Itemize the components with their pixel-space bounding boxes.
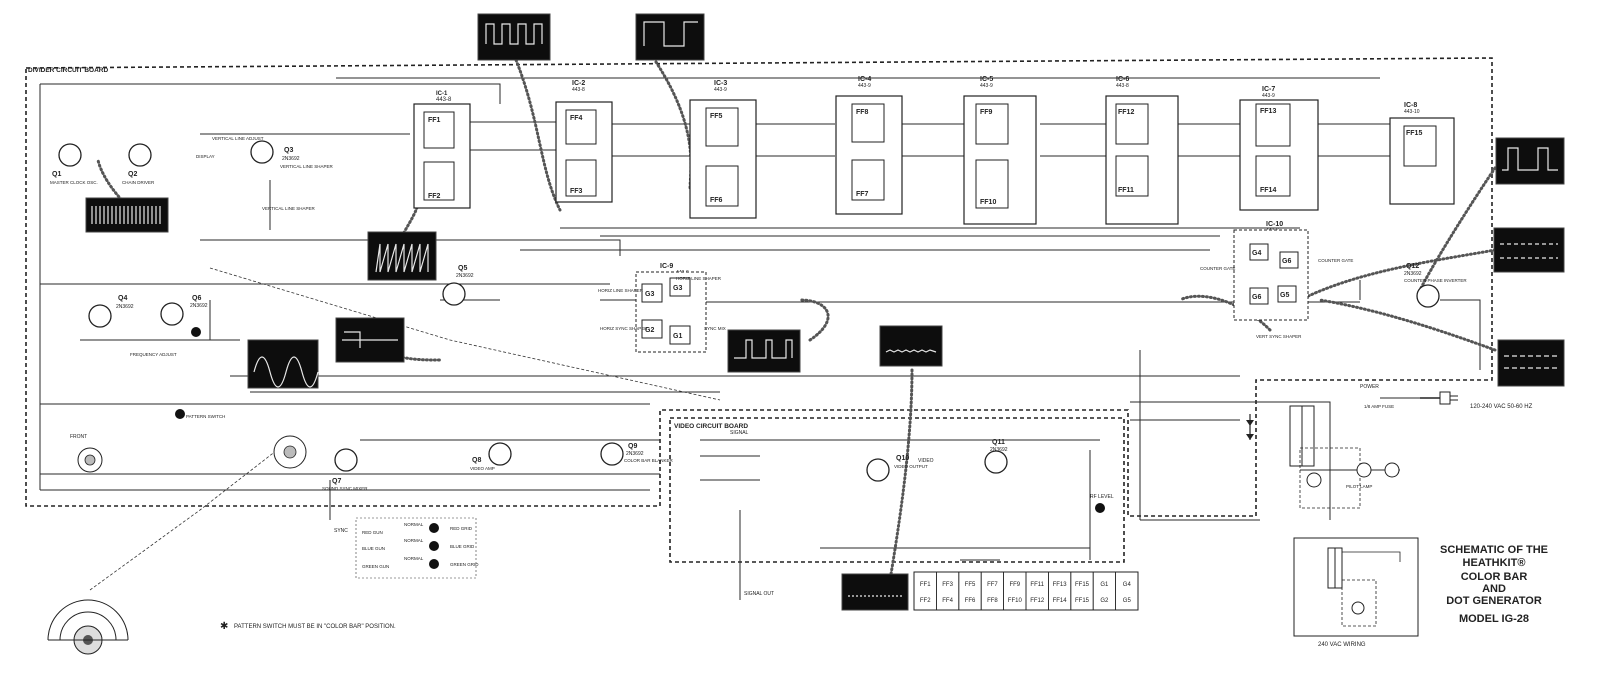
ic9-gate-2: G3: [673, 285, 683, 292]
label-mains: 120-240 VAC 50-60 HZ: [1470, 404, 1533, 410]
ic5-name: IC-5: [980, 76, 994, 83]
title-line5: DOT GENERATOR: [1446, 595, 1542, 607]
scope-right-1: [1496, 138, 1564, 184]
q11-part: 2N3692: [990, 447, 1008, 453]
label-240-wiring: 240 VAC WIRING: [1318, 642, 1366, 648]
transistor-q3: [251, 141, 334, 169]
label-display: DISPLAY: [196, 154, 215, 159]
ic5: [964, 76, 1036, 224]
video-board-label: VIDEO CIRCUIT BOARD: [674, 423, 749, 430]
footnote: PATTERN SWITCH MUST BE IN "COLOR BAR" POSITION.: [234, 624, 396, 630]
ic7-part: 443-9: [1262, 93, 1275, 99]
ic3-part: 443-9: [714, 87, 727, 93]
ff-table-top-label: FF11: [1030, 582, 1044, 588]
ff-table-bottom-label: FF8: [987, 598, 998, 604]
ic9-name: IC-9: [660, 263, 674, 270]
ff-table-bottom-label: FF2: [919, 598, 931, 604]
gun-blue-sw: NORMAL: [404, 538, 424, 543]
ff-table-top-label: G1: [1100, 582, 1109, 588]
q3-name: Q3: [284, 147, 294, 154]
ic3-ff-b: FF6: [710, 197, 723, 204]
q6-part: 2N3692: [190, 303, 208, 309]
label-frequency-adjust: FREQUENCY ADJUST: [130, 352, 177, 357]
ic2-part: 443-8: [572, 87, 585, 93]
ic7-name: IC-7: [1262, 86, 1276, 93]
q9-desc: COLOR BAR BLANKER: [624, 458, 673, 463]
ic10-gate-3: G6: [1252, 294, 1262, 301]
label-vert-sync-shaper: VERT SYNC SHAPER: [1256, 334, 1302, 339]
scope-panels: [86, 14, 1564, 610]
gun-green-name: GREEN GUN: [362, 564, 390, 569]
label-sync: SYNC: [334, 528, 348, 534]
scope-right-3: [1498, 340, 1564, 386]
gun-blue-out: BLUE GRID: [450, 544, 475, 549]
label-horiz-sync-shaper: HORIZ SYNC SHAPER: [600, 326, 648, 331]
label-pilot-lamp: PILOT LAMP: [1346, 484, 1373, 489]
scope-left-4: [248, 340, 318, 388]
q5-part: 2N3692: [456, 273, 474, 279]
transistor-q2: [122, 144, 155, 185]
chroma-marker: [191, 327, 201, 337]
ic4-ff-a: FF8: [856, 109, 869, 116]
ff-table-bottom-label: FF12: [1030, 598, 1045, 604]
q11-name: Q11: [992, 439, 1005, 446]
scope-top-2: [636, 14, 704, 60]
ic9: [598, 263, 726, 352]
q10-desc: VIDEO OUTPUT: [894, 464, 928, 469]
ic1-name: IC-1: [436, 91, 448, 97]
transistor-q5: [443, 265, 474, 305]
q1-desc: MASTER CLOCK OSC.: [50, 180, 98, 185]
ff-table-top-label: FF9: [1009, 582, 1021, 588]
gun-red-sw: NORMAL: [404, 522, 424, 527]
switch-link-2: [90, 440, 290, 590]
ic2-ff-a: FF4: [570, 115, 583, 122]
ic1-part: 443-8: [436, 97, 452, 103]
transistor-q6: [161, 295, 208, 325]
ic3-name: IC-3: [714, 80, 728, 87]
q10-name: Q10: [896, 455, 910, 462]
ic8-ff-a: FF15: [1406, 130, 1423, 137]
q9-name: Q9: [628, 443, 638, 450]
ic7-ff-a: FF13: [1260, 108, 1277, 115]
ic10-gate-1: G4: [1252, 250, 1262, 257]
ff-table-bottom-label: FF6: [964, 598, 976, 604]
transistor-q7: [322, 449, 368, 491]
q2-desc: CHAIN DRIVER: [122, 180, 155, 185]
ic6: [1106, 76, 1178, 224]
label-front: FRONT: [70, 434, 88, 440]
ff-table-top-label: FF13: [1052, 582, 1067, 588]
pattern-marker: [175, 409, 185, 419]
transistor-q4: [89, 295, 134, 327]
scope-left-2: [368, 232, 436, 280]
ff-table-bottom-label: G5: [1122, 598, 1131, 604]
scope-top-1: [478, 14, 550, 60]
ff-table-bottom-label: FF14: [1052, 598, 1067, 604]
ic5-ff-a: FF9: [980, 109, 993, 116]
ic1-ff-b: FF2: [428, 193, 441, 200]
ic4-name: IC-4: [858, 76, 872, 83]
ic2-name: IC-2: [572, 80, 586, 87]
q9-part: 2N3692: [626, 451, 644, 457]
ic6-ff-b: FF11: [1118, 187, 1134, 194]
transistor-q9: [601, 443, 674, 465]
title-block: [1440, 544, 1548, 625]
ff-table-top-label: FF3: [942, 582, 953, 588]
ic5-part: 443-9: [980, 83, 993, 89]
q8-desc: VIDEO AMP: [470, 466, 495, 471]
label-power: POWER: [1360, 384, 1379, 390]
scope-mid-1: [728, 330, 800, 372]
ic4: [836, 76, 902, 214]
label-signal-out: SIGNAL OUT: [744, 591, 775, 597]
ff-table-bottom-label: FF10: [1007, 598, 1022, 604]
ic2-ff-b: FF3: [570, 188, 583, 195]
label-video: VIDEO: [918, 458, 934, 464]
title-line2: HEATHKIT®: [1462, 557, 1526, 569]
gun-blue-name: BLUE GUN: [362, 546, 386, 551]
ic7: [1240, 86, 1318, 210]
label-rf-level: RF LEVEL: [1090, 494, 1114, 500]
q3-part: 2N3692: [282, 156, 300, 162]
ff-table-bottom-label: FF15: [1074, 598, 1090, 604]
scope-bottom: [842, 574, 908, 610]
label-fuse: 1/8 AMP FUSE: [1364, 404, 1395, 409]
ff-table-bottom-label: FF4: [942, 598, 953, 604]
gun-green-sw: NORMAL: [404, 556, 424, 561]
ic3: [690, 80, 756, 218]
gun-switches: [356, 518, 479, 578]
label-counter-gate-b: COUNTER GATE: [1318, 258, 1354, 263]
ic6-part: 443-8: [1116, 83, 1129, 89]
ff-table-top-label: FF7: [987, 582, 998, 588]
ic10-name: IC-10: [1266, 221, 1284, 228]
q6-name: Q6: [192, 295, 202, 302]
label-signal: SIGNAL: [730, 430, 749, 436]
label-horiz-line-shaper-b: HORIZ LINE SHAPER: [676, 276, 722, 281]
ff-table-bottom-label: G2: [1100, 598, 1109, 604]
ic2: [556, 80, 612, 202]
ic1-ff-a: FF1: [428, 117, 441, 124]
title-line1: SCHEMATIC OF THE: [1440, 544, 1548, 556]
label-horiz-line-shaper-a: HORIZ LINE SHAPER: [598, 288, 644, 293]
ic4-part: 443-9: [858, 83, 871, 89]
divider-board-label: DIVIDER CIRCUIT BOARD: [28, 67, 109, 74]
ic4-ff-b: FF7: [856, 191, 869, 198]
ic1: [414, 91, 470, 208]
ic6-ff-a: FF12: [1118, 109, 1135, 116]
flipflop-table: [914, 572, 1138, 610]
title-model: MODEL IG-28: [1458, 613, 1530, 625]
scope-left-3: [336, 318, 404, 362]
transistor-q8: [470, 443, 511, 471]
transistor-q1: [50, 144, 98, 185]
ic9-gate-4: G1: [673, 333, 683, 340]
q12-part: 2N3692: [1404, 271, 1422, 277]
ic9-gate-1: G3: [645, 291, 655, 298]
q3-desc: VERTICAL LINE SHAPER: [280, 164, 333, 169]
ic10-gate-2: G6: [1282, 258, 1292, 265]
wiring-240-inset: [1294, 538, 1418, 648]
scope-right-2: [1494, 228, 1564, 272]
scope-mid-2: [880, 326, 942, 366]
ic6-name: IC-6: [1116, 76, 1130, 83]
ic8-part: 443-10: [1404, 109, 1420, 115]
q12-desc: COUNTER PHASE INVERTER: [1404, 278, 1467, 283]
power-supply: [1246, 392, 1458, 508]
title-line4: AND: [1482, 583, 1506, 595]
label-pattern-switch: PATTERN SWITCH: [186, 414, 226, 419]
label-vertical-line-adjust: VERTICAL LINE ADJUST: [212, 136, 264, 141]
q7-name: Q7: [332, 478, 342, 485]
gun-green-out: GREEN GRID: [450, 562, 479, 567]
ic10: [1200, 221, 1353, 339]
ic3-ff-a: FF5: [710, 113, 723, 120]
title-line3: COLOR BAR: [1460, 571, 1528, 583]
ff-table-top-label: FF1: [919, 582, 931, 588]
ff-table-top-label: G4: [1122, 582, 1131, 588]
q12-name: Q12: [1406, 263, 1420, 270]
ic7-ff-b: FF14: [1260, 187, 1277, 194]
label-counter-gate-a: COUNTER GATE: [1200, 266, 1236, 271]
q8-name: Q8: [472, 457, 482, 464]
gun-red-out: RED GRID: [450, 526, 473, 531]
gun-red-name: RED GUN: [362, 530, 383, 535]
footnote-marker: ✱: [220, 621, 229, 632]
ic8-name: IC-8: [1404, 102, 1418, 109]
q5-name: Q5: [458, 265, 468, 272]
front-panel-dial: [48, 600, 128, 654]
q4-part: 2N3692: [116, 304, 134, 310]
ff-table-top-label: FF15: [1074, 582, 1090, 588]
label-vertical-line-shaper: VERTICAL LINE SHAPER: [262, 206, 315, 211]
ic8: [1390, 102, 1454, 204]
q7-desc: SOUND SYNC MIXER: [322, 486, 368, 491]
q1-name: Q1: [52, 171, 62, 178]
q4-name: Q4: [118, 295, 128, 302]
ic9-gate-3: G2: [645, 327, 655, 334]
ic10-gate-4: G5: [1280, 292, 1290, 299]
transistor-q11: [985, 439, 1008, 473]
ic5-ff-b: FF10: [980, 199, 997, 206]
rf-marker: [1095, 503, 1105, 513]
label-sync-mix: SYNC MIX: [704, 326, 726, 331]
q2-name: Q2: [128, 171, 138, 178]
scope-left-1: [86, 198, 168, 232]
ff-table-top-label: FF5: [964, 582, 976, 588]
